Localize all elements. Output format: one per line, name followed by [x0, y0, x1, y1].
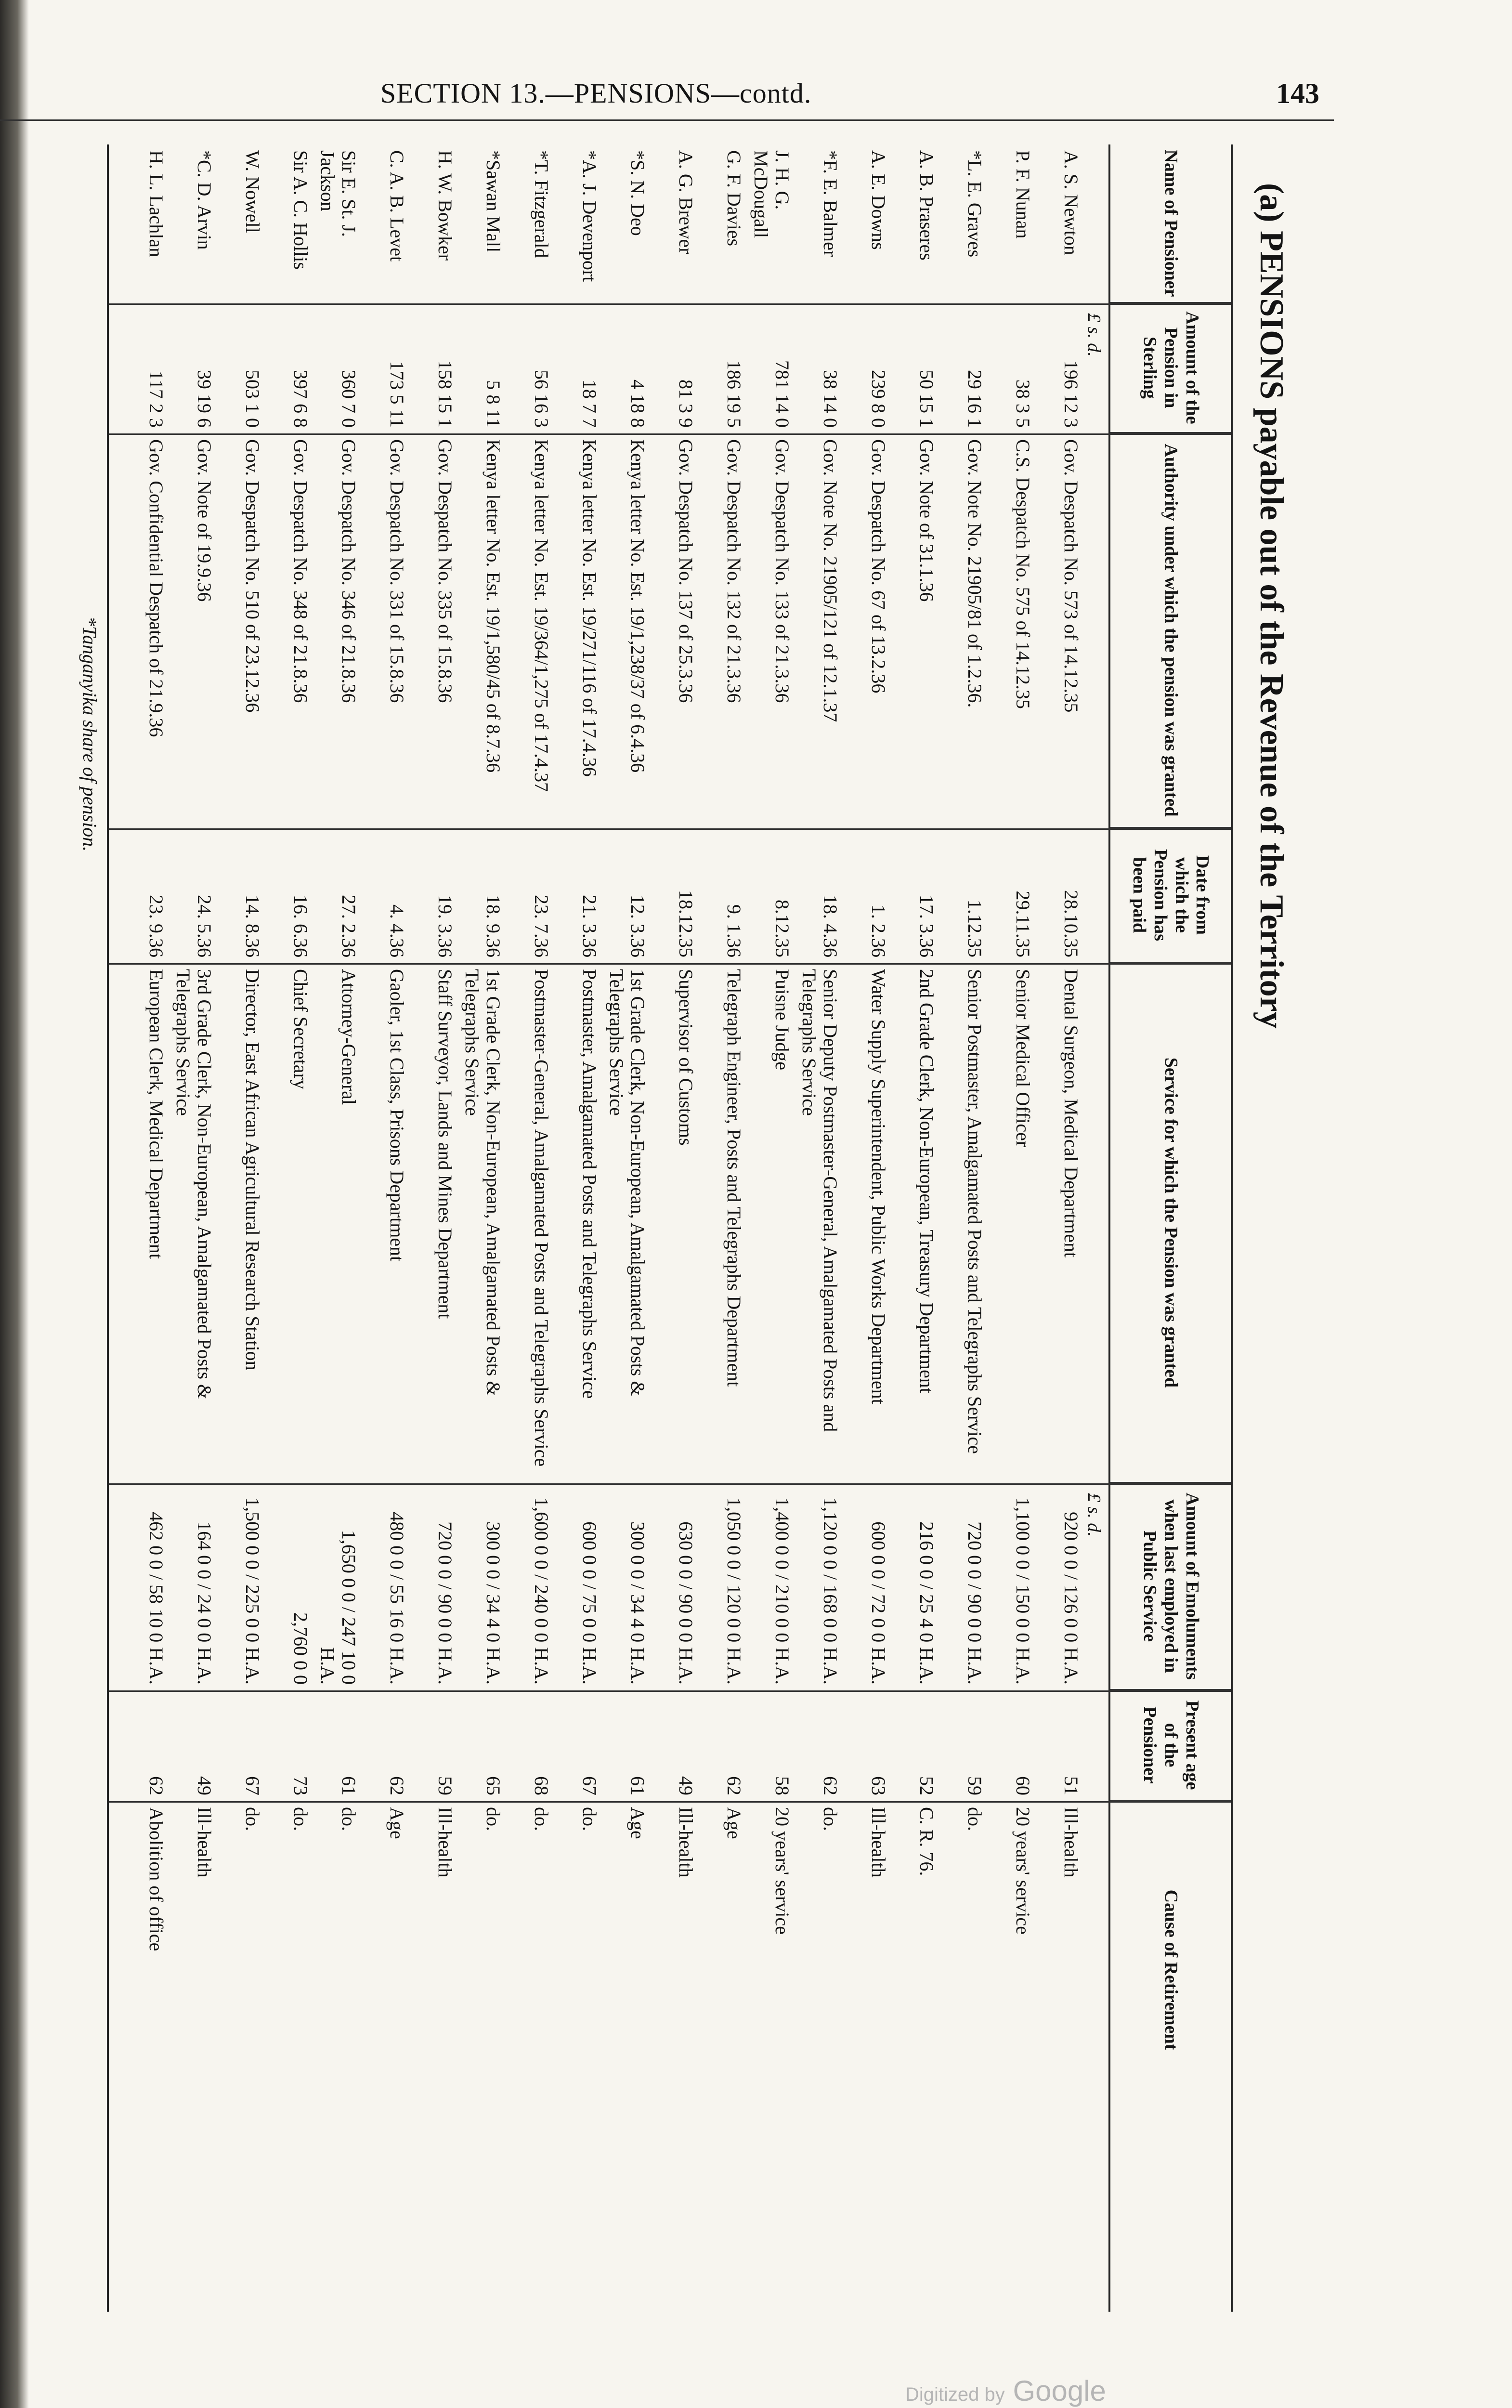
cell-date: 16. 6.36 [290, 895, 312, 957]
cell-pension: 5 8 11 [482, 380, 504, 428]
cell-name: *T. Fitzgerald [531, 150, 552, 258]
table-row [114, 144, 167, 2312]
table-row [451, 144, 504, 2312]
cell-cause: Ill-health [434, 1807, 456, 1878]
cell-authority: Kenya letter No. Est. 19/271/116 of 17.4.36 [579, 439, 600, 777]
cell-service: Postmaster, Amalgamated Posts and Telegraphs Service [579, 969, 600, 1399]
section-title: SECTION 13.—PENSIONS—contd. [380, 78, 812, 109]
table-row [884, 144, 937, 2312]
cell-age: 59 [964, 1776, 986, 1795]
cell-date: 21. 3.36 [579, 895, 600, 957]
table-row [691, 144, 744, 2312]
table-row [980, 144, 1033, 2312]
cell-name: G. F. Davies [723, 150, 745, 247]
cell-emoluments: 600 0 0 / 72 0 0 H.A. [868, 1521, 889, 1685]
cell-service: Senior Deputy Postmaster-General, Amalgamated Posts and Telegraphs Service [798, 969, 841, 1432]
cell-emoluments: 300 0 0 / 34 4 0 H.A. [482, 1521, 504, 1685]
cell-service: Supervisor of Customs [675, 969, 697, 1146]
cell-cause: Age [723, 1807, 745, 1839]
cell-age: 68 [531, 1776, 552, 1795]
cell-pension: 397 6 8 [290, 370, 312, 428]
cell-age: 60 [1012, 1776, 1034, 1795]
cell-pension: 29 16 1 [964, 370, 986, 428]
table-header-row [1108, 144, 1231, 2312]
cell-pension: 38 14 0 [820, 370, 841, 428]
cell-service: Puisne Judge [771, 969, 793, 1070]
cell-name: H. L. Lachlan [145, 150, 167, 258]
table-row [354, 144, 407, 2312]
cell-pension: 38 3 5 [1012, 380, 1034, 428]
cell-name: P. F. Nunan [1012, 150, 1034, 239]
cell-pension: 781 14 0 [771, 360, 793, 428]
cell-pension: 18 7 7 [579, 380, 600, 428]
cell-service: 1st Grade Clerk, Non-European, Amalgamated Posts & Telegraphs Service [606, 969, 649, 1396]
table-row [1029, 144, 1082, 2312]
cell-name: A. E. Downs [868, 150, 889, 250]
table-row [306, 144, 359, 2312]
cell-date: 9. 1.36 [723, 904, 745, 957]
cell-emoluments: 164 0 0 / 24 0 0 H.A. [194, 1521, 215, 1685]
table-row [162, 144, 215, 2312]
watermark-brand: Google [1013, 2375, 1106, 2407]
cell-emoluments: 1,500 0 0 / 225 0 0 H.A. [242, 1497, 263, 1685]
cell-authority: Gov. Confidential Despatch of 21.9.36 [145, 439, 167, 737]
cell-age: 62 [723, 1776, 745, 1795]
cell-name: W. Nowell [242, 150, 263, 233]
col-header-emoluments: Amount of Emoluments when last employed in Public Service [1110, 1483, 1231, 1690]
cell-service: Postmaster-General, Amalgamated Posts and Telegraphs Service [531, 969, 552, 1467]
cell-name: A. B. Praseres [916, 150, 938, 261]
cell-emoluments: 2,760 0 0 [290, 1612, 312, 1685]
cell-date: 27. 2.36 [338, 895, 360, 957]
pensions-table [107, 144, 1233, 2312]
cell-emoluments: 630 0 0 / 90 0 0 H.A. [675, 1521, 697, 1685]
cell-emoluments: 720 0 0 / 90 0 0 H.A. [964, 1521, 986, 1685]
col-header-service: Service for which the Pension was granted [1110, 963, 1231, 1483]
cell-cause: do. [482, 1807, 504, 1831]
cell-service: Staff Surveyor, Lands and Mines Department [434, 969, 456, 1319]
cell-authority: Gov. Despatch No. 67 of 13.2.36 [868, 439, 889, 694]
cell-name: *F. E. Balmer [820, 150, 841, 257]
cell-age: 61 [338, 1776, 360, 1795]
table-row [210, 144, 263, 2312]
cell-emoluments: 1,120 0 0 / 168 0 0 H.A. [820, 1497, 841, 1685]
cell-date: 19. 3.36 [434, 895, 456, 957]
cell-name: *S. N. Deo [627, 150, 649, 236]
cell-cause: Age [386, 1807, 408, 1839]
cell-date: 23. 9.36 [145, 895, 167, 957]
cell-authority: Gov. Despatch No. 335 of 15.8.36 [434, 439, 456, 703]
table-row [258, 144, 311, 2312]
header-rule [0, 119, 1334, 121]
cell-authority: Gov. Note of 19.9.36 [194, 439, 215, 602]
col-header-cause: Cause of Retirement [1160, 1889, 1181, 2050]
cell-name: J. H. G. McDougall [750, 150, 793, 238]
cell-date: 1.12.35 [964, 900, 986, 957]
cell-authority: Kenya letter No. Est. 19/1,580/45 of 8.7.36 [482, 439, 504, 773]
cell-service: 1st Grade Clerk, Non-European, Amalgamated Posts & Telegraphs Service [461, 969, 504, 1396]
cell-age: 62 [820, 1776, 841, 1795]
table-title: (a) PENSIONS payable out of the Revenue of the Territory [1253, 183, 1290, 1029]
binding-shadow [0, 0, 29, 2408]
cell-cause: Age [627, 1807, 649, 1839]
cell-cause: Abolition of office [145, 1807, 167, 1951]
cell-age: 51 [1060, 1776, 1082, 1795]
cell-name: A. G. Brewer [675, 150, 697, 254]
cell-service: Senior Postmaster, Amalgamated Posts and Telegraphs Service [964, 969, 986, 1454]
cell-service: 3rd Grade Clerk, Non-European, Amalgamated Posts & Telegraphs Service [172, 969, 215, 1400]
col-header-age: Present age of the Pensioner [1110, 1690, 1231, 1801]
cell-age: 61 [627, 1776, 649, 1795]
cell-authority: C.S. Despatch No. 575 of 14.12.35 [1012, 439, 1034, 709]
table-row [547, 144, 600, 2312]
cell-name: *A. J. Devenport [579, 150, 600, 282]
cell-age: 59 [434, 1776, 456, 1795]
cell-name: Sir E. St. J. Jackson [317, 150, 360, 237]
cell-age: 67 [579, 1776, 600, 1795]
cell-authority: Gov. Despatch No. 346 of 21.8.36 [338, 439, 360, 703]
cell-date: 17. 3.36 [916, 895, 938, 957]
cell-emoluments: 462 0 0 / 58 10 0 H.A. [145, 1512, 167, 1685]
cell-pension: 81 3 9 [675, 380, 697, 428]
cell-authority: Gov. Note of 31.1.36 [916, 439, 938, 602]
cell-age: 65 [482, 1776, 504, 1795]
cell-authority: Gov. Despatch No. 137 of 25.3.36 [675, 439, 697, 703]
table-row [932, 144, 985, 2312]
cell-age: 49 [675, 1776, 697, 1795]
cell-emoluments: 1,650 0 0 / 247 10 0 H.A. [317, 1530, 360, 1685]
cell-name: *C. D. Arvin [194, 150, 215, 250]
col-header-date: Date from which the Pension has been paid [1110, 828, 1231, 963]
cell-authority: Gov. Despatch No. 348 of 21.8.36 [290, 439, 312, 703]
cell-pension: 50 15 1 [916, 370, 938, 428]
cell-date: 18. 9.36 [482, 895, 504, 957]
cell-emoluments: 920 0 0 / 126 0 0 H.A. [1060, 1512, 1082, 1685]
emoluments-units: £ s. d. [1084, 1493, 1104, 1537]
cell-name: *L. E. Graves [964, 150, 986, 258]
cell-service: 2nd Grade Clerk, Non-European, Treasury Department [916, 969, 938, 1393]
cell-cause: do. [290, 1807, 312, 1831]
cell-pension: 117 2 3 [145, 370, 167, 428]
cell-emoluments: 216 0 0 / 25 4 0 H.A. [916, 1521, 938, 1685]
page-header [0, 77, 1512, 120]
cell-cause: do. [242, 1807, 263, 1831]
cell-emoluments: 300 0 0 / 34 4 0 H.A. [627, 1521, 649, 1685]
cell-authority: Gov. Despatch No. 510 of 23.12.36 [242, 439, 263, 713]
pension-units: £ s. d. [1084, 313, 1104, 357]
cell-authority: Kenya letter No. Est. 19/1,238/37 of 6.4.36 [627, 439, 649, 773]
cell-service: Senior Medical Officer [1012, 969, 1034, 1148]
cell-emoluments: 1,050 0 0 / 120 0 0 H.A. [723, 1497, 745, 1685]
cell-pension: 56 16 3 [531, 370, 552, 428]
cell-name: *Sawan Mall [482, 150, 504, 253]
cell-cause: 20 years' service [771, 1807, 793, 1935]
cell-emoluments: 1,100 0 0 / 150 0 0 H.A. [1012, 1497, 1034, 1685]
cell-authority: Gov. Despatch No. 573 of 14.12.35 [1060, 439, 1082, 713]
cell-date: 18.12.35 [675, 890, 697, 957]
cell-cause: do. [531, 1807, 552, 1831]
cell-age: 62 [386, 1776, 408, 1795]
cell-service: Attorney-General [338, 969, 360, 1105]
table-row [499, 144, 552, 2312]
cell-date: 4. 4.36 [386, 904, 408, 957]
cell-authority: Gov. Note No. 21905/121 of 12.1.37 [820, 439, 841, 722]
cell-emoluments: 1,600 0 0 / 240 0 0 H.A. [531, 1497, 552, 1685]
cell-age: 67 [242, 1776, 263, 1795]
cell-emoluments: 1,400 0 0 / 210 0 0 H.A. [771, 1497, 793, 1685]
cell-cause: do. [579, 1807, 600, 1831]
cell-date: 12. 3.36 [627, 895, 649, 957]
col-header-pension: Amount of the Pension in Sterling [1110, 303, 1231, 433]
cell-pension: 196 12 3 [1060, 360, 1082, 428]
cell-date: 8.12.35 [771, 900, 793, 957]
cell-authority: Gov. Despatch No. 132 of 21.3.36 [723, 439, 745, 703]
cell-cause: do. [964, 1807, 986, 1831]
table-row [788, 144, 841, 2312]
cell-age: 58 [771, 1776, 793, 1795]
table-row [740, 144, 793, 2312]
digitized-watermark [905, 2374, 1106, 2408]
cell-pension: 173 5 11 [386, 361, 408, 428]
cell-service: European Clerk, Medical Department [145, 969, 167, 1259]
table-row [595, 144, 648, 2312]
cell-pension: 4 18 8 [627, 380, 649, 428]
cell-age: 73 [290, 1776, 312, 1795]
table-row [403, 144, 456, 2312]
col-header-authority: Authority under which the pension was granted [1110, 433, 1231, 828]
cell-age: 52 [916, 1776, 938, 1795]
cell-service: Water Supply Superintendent, Public Works Department [868, 969, 889, 1404]
cell-cause: Ill-health [868, 1807, 889, 1878]
cell-service: Director, East African Agricultural Research Station [242, 969, 263, 1371]
cell-date: 29.11.35 [1012, 890, 1034, 957]
cell-emoluments: 480 0 0 / 55 16 0 H.A. [386, 1512, 408, 1685]
cell-cause: C. R. 76. [916, 1807, 938, 1876]
cell-cause: 20 years' service [1012, 1807, 1034, 1935]
cell-age: 49 [194, 1776, 215, 1795]
cell-date: 23. 7.36 [531, 895, 552, 957]
rotated-table-area [48, 144, 1300, 2312]
cell-pension: 503 1 0 [242, 370, 263, 428]
cell-name: Sir A. C. Hollis [290, 150, 312, 270]
cell-date: 28.10.35 [1060, 890, 1082, 957]
footnote: *Tanganyika share of pension. [79, 616, 101, 852]
cell-service: Dental Surgeon, Medical Department [1060, 969, 1082, 1258]
cell-name: C. A. B. Levet [386, 150, 408, 262]
cell-cause: Ill-health [1060, 1807, 1082, 1878]
table-row [836, 144, 889, 2312]
cell-date: 24. 5.36 [194, 895, 215, 957]
cell-pension: 39 19 6 [194, 370, 215, 428]
cell-pension: 158 15 1 [434, 360, 456, 428]
cell-name: A. S. Newton [1060, 150, 1082, 255]
cell-date: 14. 8.36 [242, 895, 263, 957]
cell-pension: 186 19 5 [723, 360, 745, 428]
cell-cause: do. [820, 1807, 841, 1831]
cell-authority: Gov. Despatch No. 133 of 21.3.36 [771, 439, 793, 703]
cell-date: 18. 4.36 [820, 895, 841, 957]
cell-pension: 239 8 0 [868, 370, 889, 428]
cell-date: 1. 2.36 [868, 904, 889, 957]
cell-pension: 360 7 0 [338, 370, 360, 428]
cell-service: Chief Secretary [290, 969, 312, 1089]
watermark-digitized-text: Digitized by [905, 2384, 1005, 2405]
cell-cause: Ill-health [194, 1807, 215, 1878]
cell-service: Telegraph Engineer, Posts and Telegraphs Department [723, 969, 745, 1387]
col-header-name: Name of Pensioner [1110, 144, 1231, 303]
cell-age: 63 [868, 1776, 889, 1795]
cell-service: Gaoler, 1st Class, Prisons Department [386, 969, 408, 1262]
cell-emoluments: 600 0 0 / 75 0 0 H.A. [579, 1521, 600, 1685]
table-row [643, 144, 696, 2312]
cell-name: H. W. Bowker [434, 150, 456, 261]
cell-authority: Kenya letter No. Est. 19/364/1,275 of 17.4.37 [531, 439, 552, 792]
cell-authority: Gov. Note No. 21905/81 of 1.2.36. [964, 439, 986, 708]
page-number: 143 [1276, 78, 1319, 109]
cell-cause: Ill-health [675, 1807, 697, 1878]
cell-authority: Gov. Despatch No. 331 of 15.8.36 [386, 439, 408, 703]
cell-cause: do. [338, 1807, 360, 1831]
cell-age: 62 [145, 1776, 167, 1795]
cell-emoluments: 720 0 0 / 90 0 0 H.A. [434, 1521, 456, 1685]
